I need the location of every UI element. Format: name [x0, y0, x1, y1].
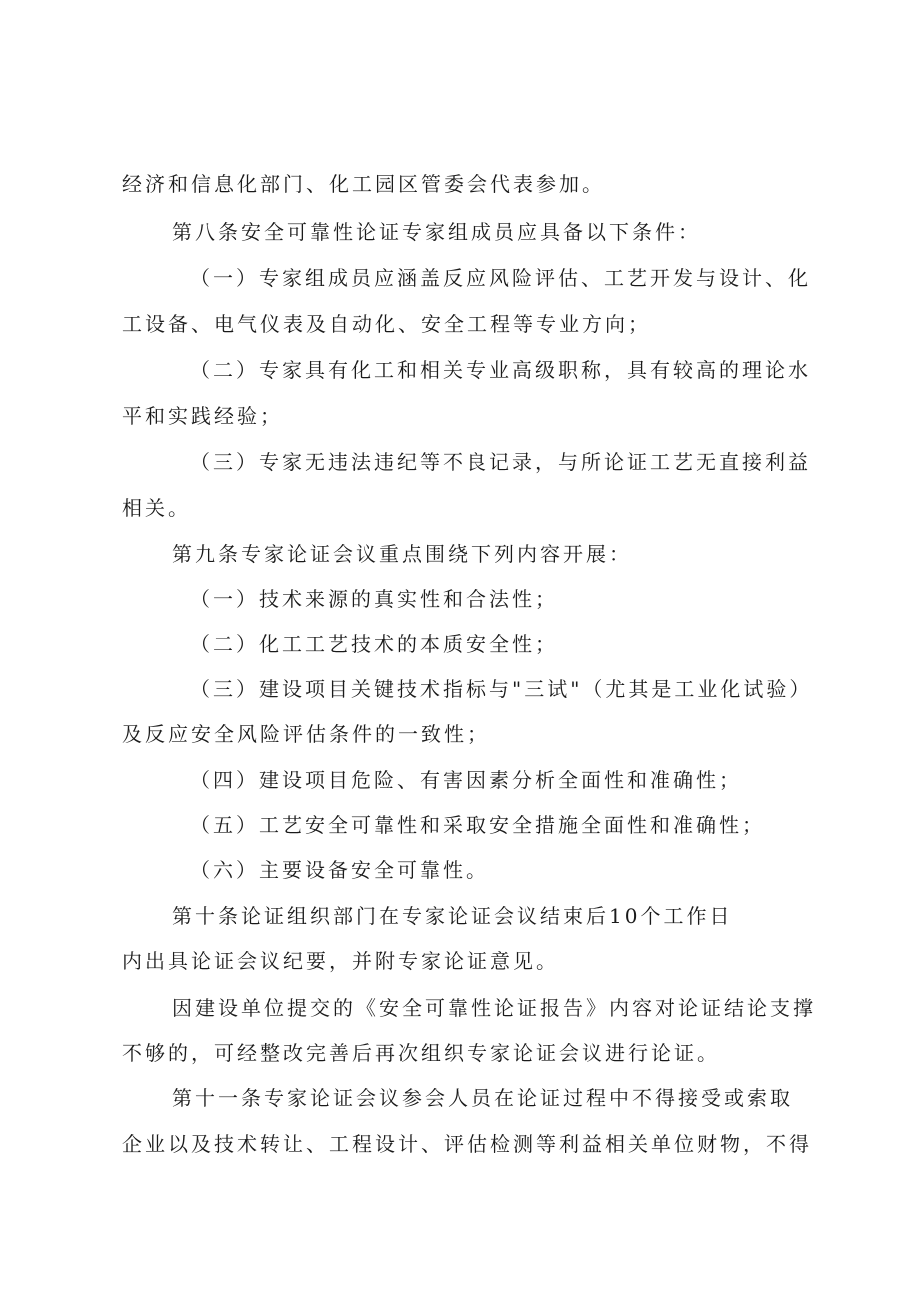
- article-11-heading: 第十一条专家论证会议参会人员在论证过程中不得接受或索取: [172, 1086, 793, 1110]
- article-10-heading: 第十条论证组织部门在专家论证会议结束后10个工作日: [172, 904, 733, 928]
- text-line: 及反应安全风险评估条件的一致性；: [122, 722, 490, 746]
- text-line: 相关。: [122, 496, 191, 520]
- text-line: （四）建设项目危险、有害因素分析全面性和准确性；: [190, 768, 742, 792]
- text-line: 工设备、电气仪表及自动化、安全工程等专业方向；: [122, 312, 651, 336]
- text-line: （一）专家组成员应涵盖反应风险评估、工艺开发与设计、化: [190, 266, 811, 290]
- text-line: 内出具论证会议纪要，并附专家论证意见。: [122, 949, 559, 973]
- text-line: 不够的，可经整改完善后再次组织专家论证会议进行论证。: [122, 1041, 720, 1065]
- text-line: （五）工艺安全可靠性和采取安全措施全面性和准确性；: [190, 813, 765, 837]
- article-9-heading: 第九条专家论证会议重点围绕下列内容开展：: [172, 542, 632, 566]
- text-line: （二）专家具有化工和相关专业高级职称，具有较高的理论水: [190, 358, 811, 382]
- text-line: （一）技术来源的真实性和合法性；: [190, 587, 558, 611]
- article-8-heading: 第八条安全可靠性论证专家组成员应具备以下条件：: [172, 220, 701, 244]
- text-line: 因建设单位提交的《安全可靠性论证报告》内容对论证结论支撑: [172, 996, 816, 1020]
- text-line: 企业以及技术转让、工程设计、评估检测等利益相关单位财物，不得: [122, 1132, 812, 1156]
- text-line: 经济和信息化部门、化工园区管委会代表参加。: [122, 172, 605, 196]
- text-line: （六）主要设备安全可靠性。: [190, 858, 489, 882]
- text-line: （二）化工工艺技术的本质安全性；: [190, 632, 558, 656]
- text-line: 平和实践经验；: [122, 404, 283, 428]
- text-line: （三）专家无违法违纪等不良记录，与所论证工艺无直接利益: [190, 450, 811, 474]
- text-line: （三）建设项目关键技术指标与"三试"（尤其是工业化试验）: [190, 677, 813, 701]
